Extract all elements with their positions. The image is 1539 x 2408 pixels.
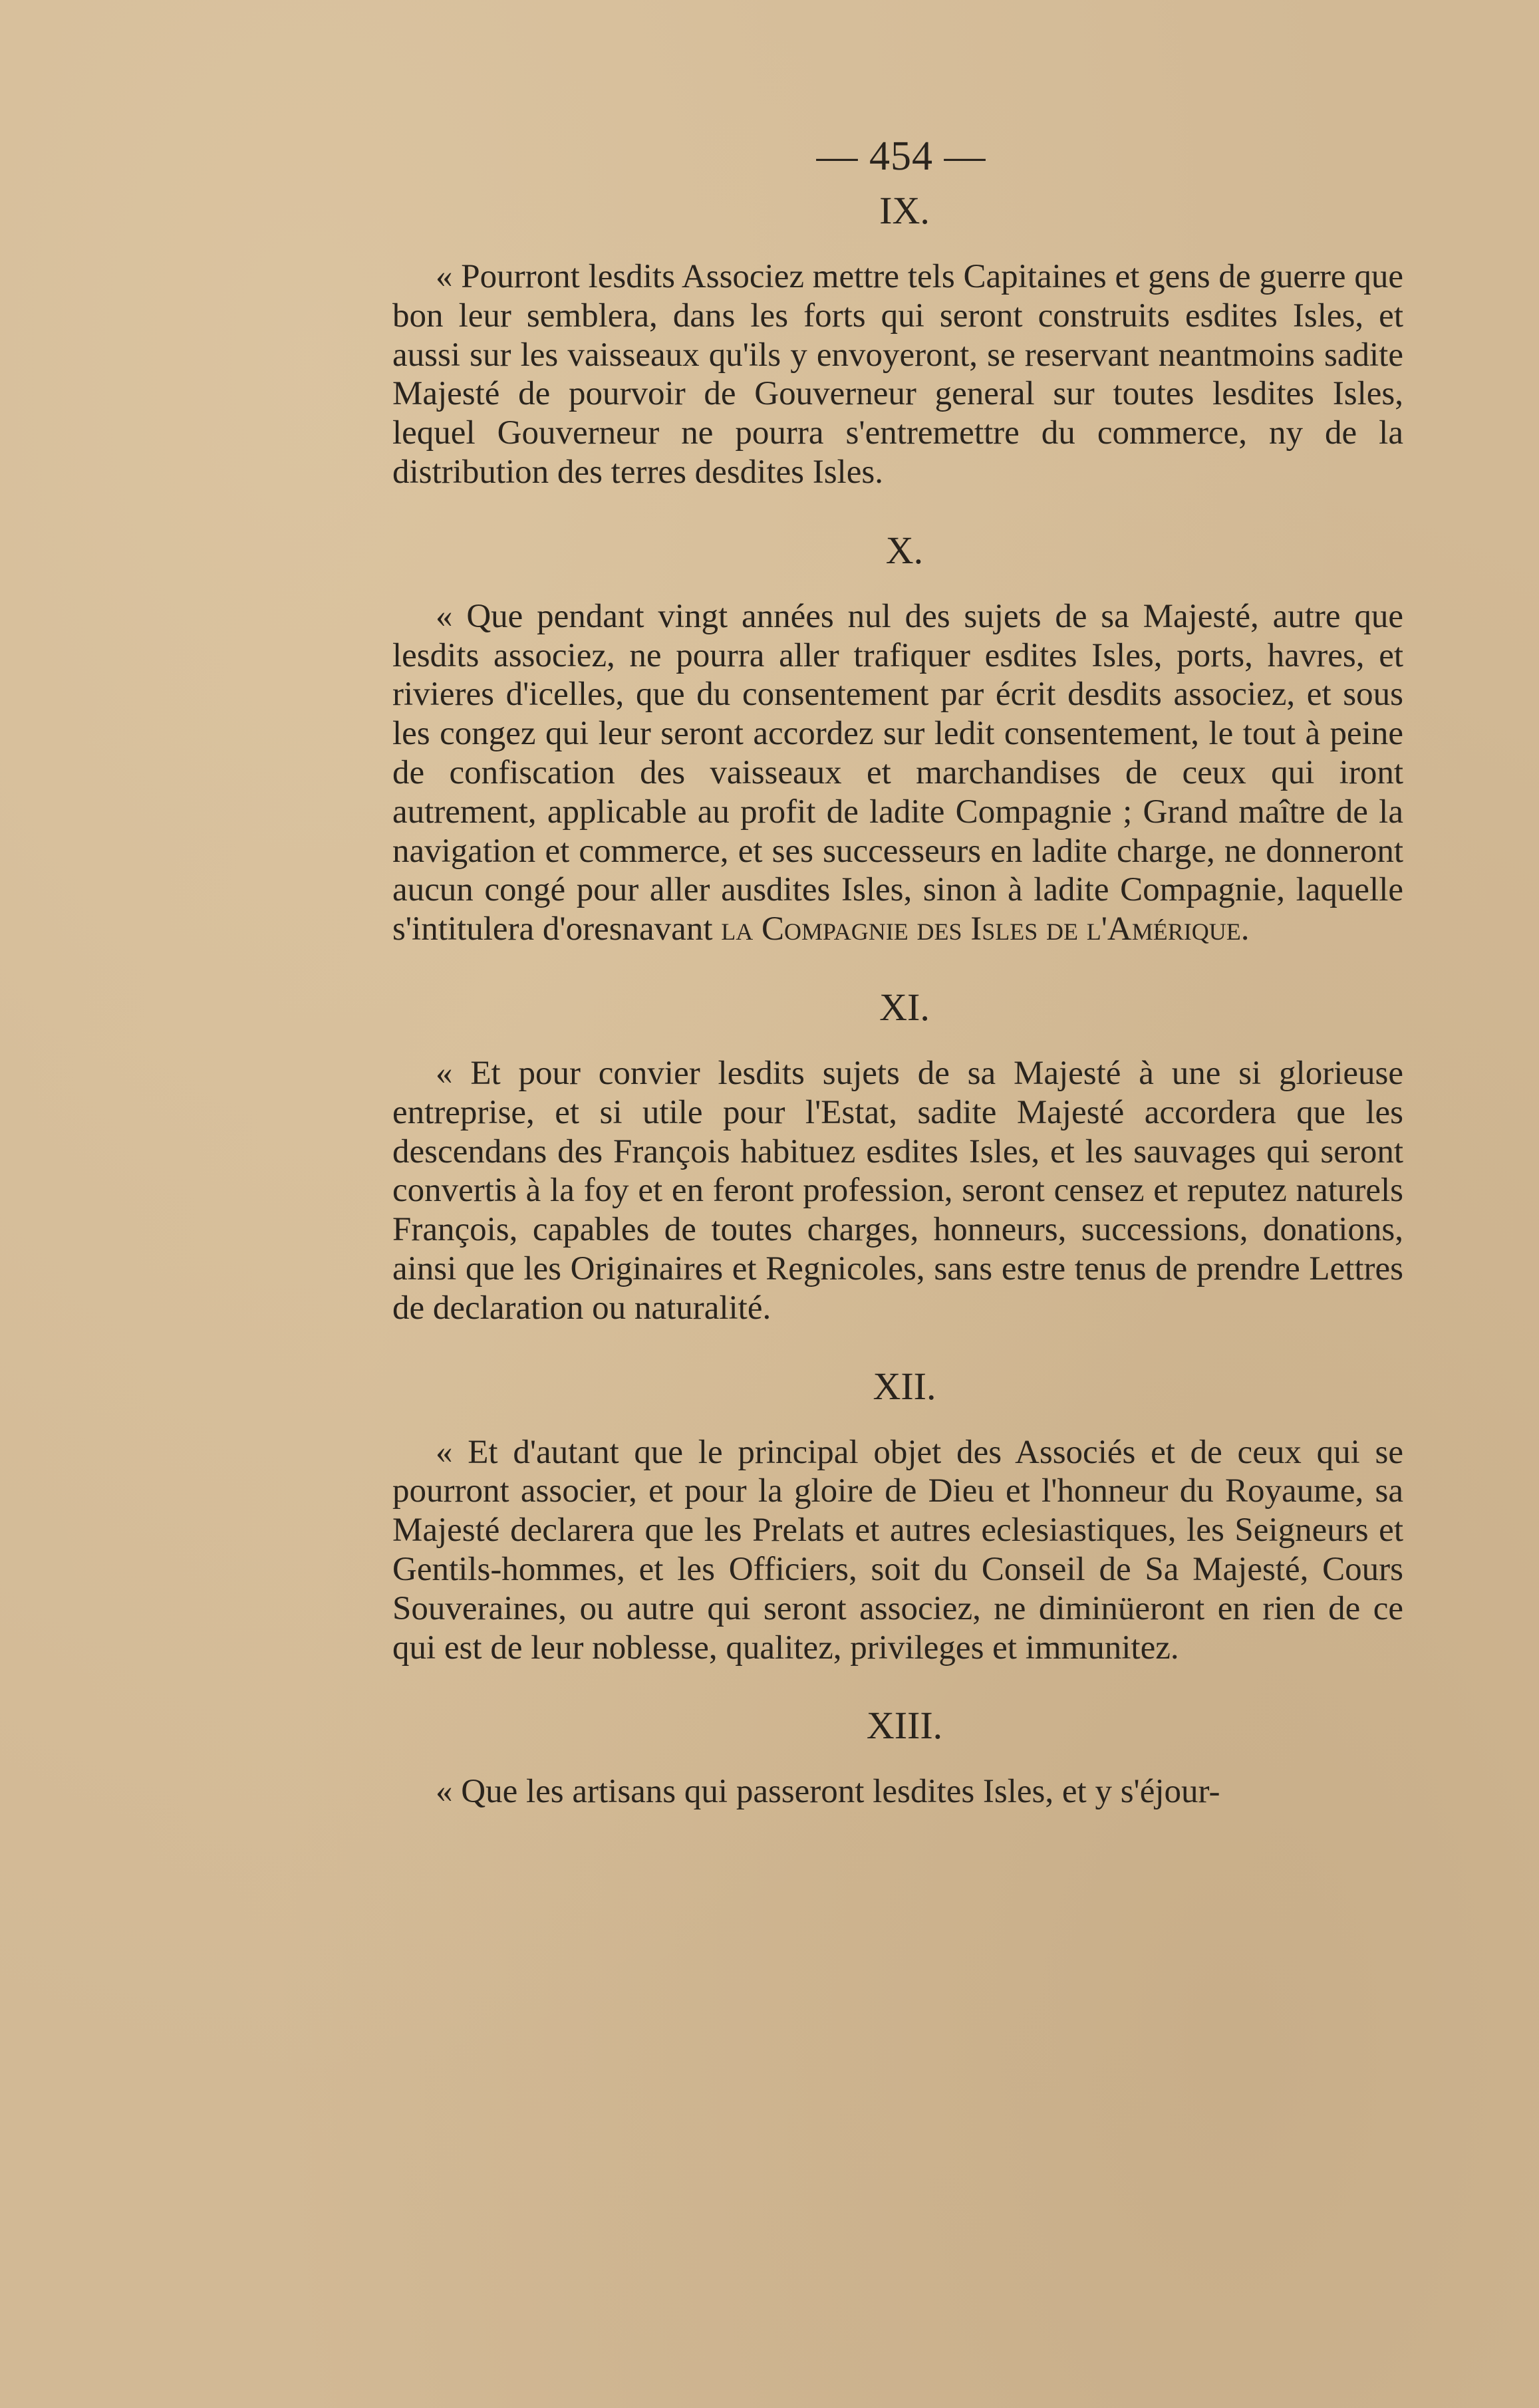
article-xiii: [392, 1704, 1403, 1811]
page-number: — 454 —: [816, 134, 986, 179]
article-ix: [392, 190, 1403, 492]
article-heading: XI.: [879, 985, 930, 1029]
document-page: [392, 133, 1403, 2328]
article-xii: [392, 1365, 1403, 1668]
article-heading: XII.: [873, 1364, 936, 1408]
company-name: la Compagnie des Isles de l'Amérique.: [721, 910, 1250, 948]
article-heading: IX.: [879, 189, 930, 232]
article-text: « Et pour convier lesdits sujets de sa Majesté à une si glorieuse entreprise, et si utile pour l'Estat, sadite Majesté accordera que les descendans des François habituez esdites Isles, et les sauvages qui seront convertis à la foy et en feront profession, seront censez et reputez naturels François, capables de toutes charges, honneurs, successions, donations, ainsi que les Originaires et Regnicoles, sans estre tenus de prendre Lettres de declaration ou naturalité.: [392, 1054, 1403, 1327]
article-text: [392, 597, 1403, 949]
article-xi: [392, 986, 1403, 1328]
article-x: [392, 529, 1403, 949]
article-text: « Pourront lesdits Associez mettre tels Capitaines et gens de guerre que bon leur semblera, dans les forts qui seront construits esdites Isles, et aussi sur les vaisseaux qu'ils y envoyeront, se reservant neantmoins sadite Majesté de pourvoir de Gouverneur general sur toutes lesdites Isles, lequel Gouverneur ne pourra s'entremettre du commerce, ny de la distribution des terres desdites Isles.: [392, 258, 1403, 491]
article-text-body: « Que pendant vingt années nul des sujets de sa Majesté, autre que lesdits associez, ne pourra aller trafiquer esdites Isles, ports, havres, et rivieres d'icelles, que du consentement par écrit desdits associez, et sous les congez qui leur seront accordez sur ledit consentement, le tout à peine de confiscation des vaisseaux et marchandises de ceux qui iront autrement, applicable au profit de ladite Compagnie ; Grand maître de la navigation et commerce, et ses successeurs en ladite charge, ne donneront aucun congé pour aller ausdites Isles, sinon à ladite Compagnie, laquelle s'intitulera d'oresnavant: [392, 597, 1403, 948]
article-text: « Que les artisans qui passeront lesdites Isles, et y s'éjour-: [436, 1773, 1220, 1811]
article-heading: X.: [885, 528, 924, 572]
article-text: « Et d'autant que le principal objet des Associés et de ceux qui se pourront associer, et pour la gloire de Dieu et l'honneur du Royaume, sa Majesté declarera que les Prelats et autres eclesiastiques, les Seigneurs et Gentils-hommes, et les Officiers, soit du Conseil de Sa Majesté, Cours Souveraines, ou autre qui seront associez, ne diminüeront en rien de ce qui est de leur noblesse, qualitez, privileges et immunitez.: [392, 1433, 1403, 1667]
article-heading: XIII.: [866, 1704, 943, 1748]
